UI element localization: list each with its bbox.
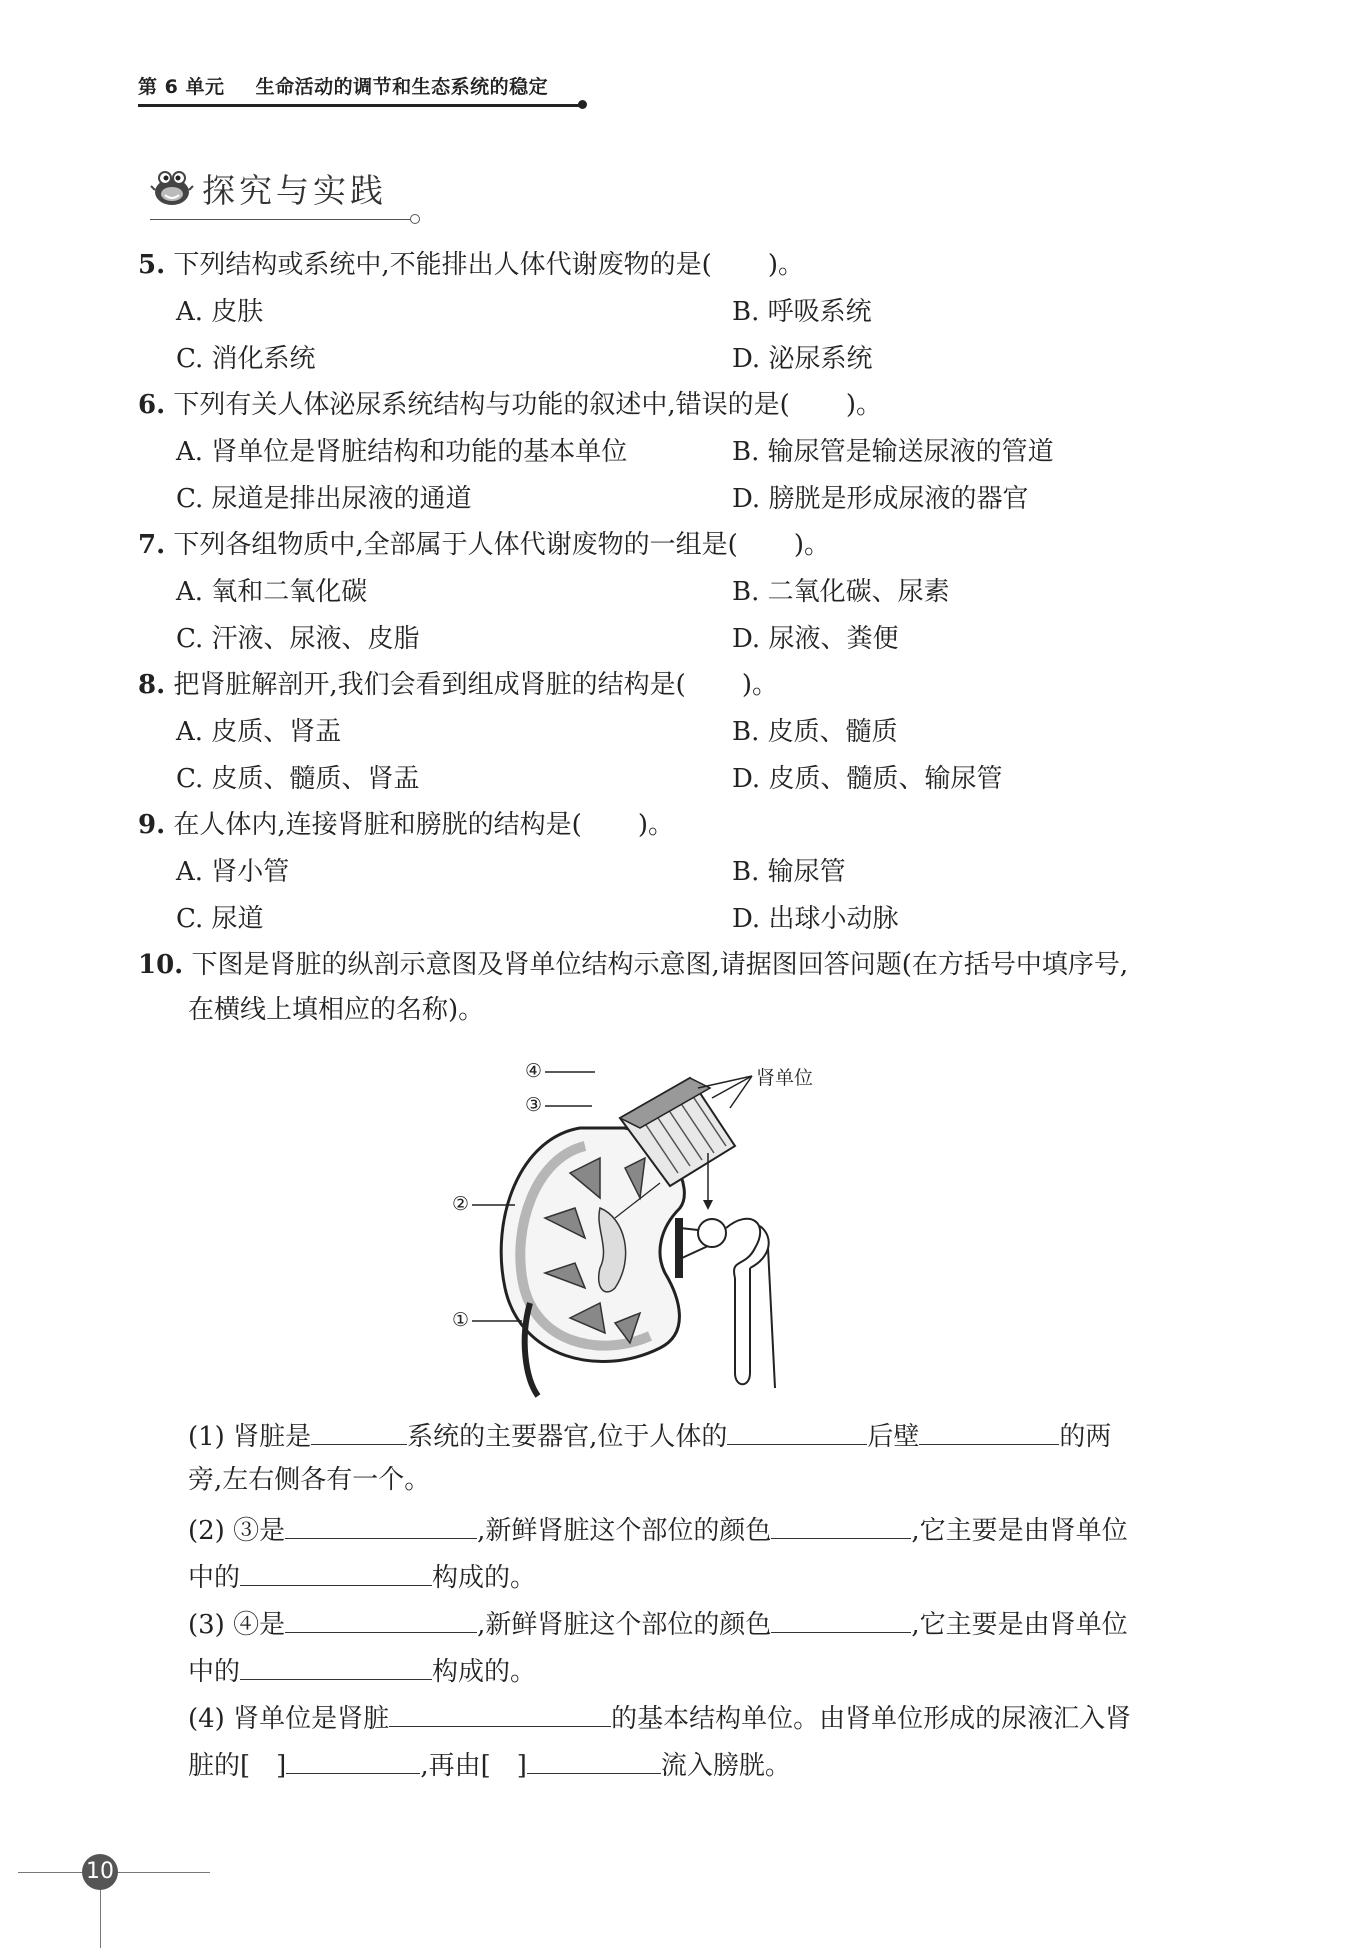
answer-blank[interactable] (240, 1651, 432, 1680)
subquestion-4: (4) 肾单位是肾脏 的基本结构单位。由肾单位形成的尿液汇入肾 (188, 1698, 1131, 1736)
option-8a[interactable]: A. 皮质、肾盂 (176, 717, 342, 747)
question-number: 10. (138, 950, 184, 980)
section-rule (150, 219, 410, 220)
answer-blank[interactable] (919, 1416, 1059, 1445)
question-stem: 下列各组物质中,全部属于人体代谢废物的一组是( (173, 530, 738, 560)
option-6a[interactable]: A. 肾单位是肾脏结构和功能的基本单位 (176, 437, 628, 467)
answer-blank[interactable] (285, 1510, 477, 1539)
answer-blank[interactable] (286, 1745, 420, 1774)
header-dot (578, 100, 587, 109)
option-5c[interactable]: C. 消化系统 (176, 344, 316, 374)
option-9a[interactable]: A. 肾小管 (176, 857, 290, 887)
question-stem: 把肾脏解剖开,我们会看到组成肾脏的结构是( (173, 670, 686, 700)
option-6b[interactable]: B. 输尿管是输送尿液的管道 (732, 437, 1054, 467)
question-stem: 下图是肾脏的纵剖示意图及肾单位结构示意图,请据图回答问题(在方括号中填序号, (191, 950, 1129, 980)
bug-mascot-icon (150, 168, 194, 212)
option-6d[interactable]: D. 膀胱是形成尿液的器官 (732, 484, 1029, 514)
question-number: 7. (138, 530, 166, 560)
section-title (150, 165, 387, 212)
question-tail: )。 (767, 250, 804, 280)
option-5d[interactable]: D. 泌尿系统 (732, 344, 873, 374)
option-7a[interactable]: A. 氧和二氧化碳 (176, 577, 368, 607)
section-ring (410, 214, 420, 224)
question-stem: 下列结构或系统中,不能排出人体代谢废物的是( (173, 250, 712, 280)
subquestion-1: (1) 肾脏是 系统的主要器官,位于人体的 后壁 的两 (188, 1416, 1111, 1454)
option-8c[interactable]: C. 皮质、髓质、肾盂 (176, 764, 420, 794)
figure-label-1: ① (452, 1309, 470, 1331)
kidney-figure (450, 1058, 900, 1398)
subquestion-3-cont: 中的 构成的。 (188, 1651, 536, 1689)
question-stem: 在人体内,连接肾脏和膀胱的结构是( (173, 810, 582, 840)
question-number: 8. (138, 670, 166, 700)
option-8d[interactable]: D. 皮质、髓质、输尿管 (732, 764, 1003, 794)
question-tail: )。 (845, 390, 882, 420)
option-9b[interactable]: B. 输尿管 (732, 857, 846, 887)
page-number: 10 (82, 1854, 118, 1890)
answer-blank[interactable] (527, 1745, 661, 1774)
question-9 (138, 808, 674, 842)
subquestion-3: (3) ④是 ,新鲜肾脏这个部位的颜色 ,它主要是由肾单位 (188, 1604, 1128, 1642)
question-7 (138, 528, 830, 562)
subquestion-1-cont: 旁,左右侧各有一个。 (188, 1465, 431, 1495)
answer-blank[interactable] (771, 1604, 911, 1633)
question-tail: )。 (793, 530, 830, 560)
option-7c[interactable]: C. 汗液、尿液、皮脂 (176, 624, 420, 654)
question-8 (138, 668, 778, 702)
section-title-text: 探究与实践 (202, 171, 387, 210)
question-5 (138, 248, 804, 282)
question-number: 6. (138, 390, 166, 420)
option-7b[interactable]: B. 二氧化碳、尿素 (732, 577, 950, 607)
header-rule (138, 104, 583, 107)
page-header (138, 72, 548, 99)
subquestion-2: (2) ③是 ,新鲜肾脏这个部位的颜色 ,它主要是由肾单位 (188, 1510, 1128, 1548)
question-number: 9. (138, 810, 166, 840)
question-stem: 下列有关人体泌尿系统结构与功能的叙述中,错误的是( (173, 390, 790, 420)
question-number: 5. (138, 250, 166, 280)
figure-label-2: ② (452, 1193, 470, 1215)
figure-label-3: ③ (525, 1094, 543, 1116)
unit-title: 生命活动的调节和生态系统的稳定 (255, 76, 549, 98)
question-10 (138, 948, 1128, 982)
answer-blank[interactable] (240, 1557, 432, 1586)
figure-label-nephron: 肾单位 (756, 1067, 814, 1089)
option-8b[interactable]: B. 皮质、髓质 (732, 717, 898, 747)
footer-rule-vertical (100, 1888, 101, 1948)
question-6 (138, 388, 882, 422)
answer-blank[interactable] (311, 1416, 407, 1445)
answer-blank[interactable] (389, 1698, 611, 1727)
option-9d[interactable]: D. 出球小动脉 (732, 904, 899, 934)
figure-label-4: ④ (525, 1060, 543, 1082)
option-6c[interactable]: C. 尿道是排出尿液的通道 (176, 484, 472, 514)
unit-label: 第 6 单元 (138, 76, 225, 98)
subquestion-4-cont: 脏的[ ] ,再由[ ] 流入膀胱。 (188, 1745, 791, 1783)
question-tail: )。 (741, 670, 778, 700)
question-10-line2: 在横线上填相应的名称)。 (188, 995, 485, 1025)
option-5b[interactable]: B. 呼吸系统 (732, 297, 872, 327)
subquestion-2-cont: 中的 构成的。 (188, 1557, 536, 1595)
option-5a[interactable]: A. 皮肤 (176, 297, 264, 327)
answer-blank[interactable] (727, 1416, 867, 1445)
option-9c[interactable]: C. 尿道 (176, 904, 264, 934)
answer-blank[interactable] (285, 1604, 477, 1633)
answer-blank[interactable] (771, 1510, 911, 1539)
question-tail: )。 (637, 810, 674, 840)
option-7d[interactable]: D. 尿液、粪便 (732, 624, 899, 654)
